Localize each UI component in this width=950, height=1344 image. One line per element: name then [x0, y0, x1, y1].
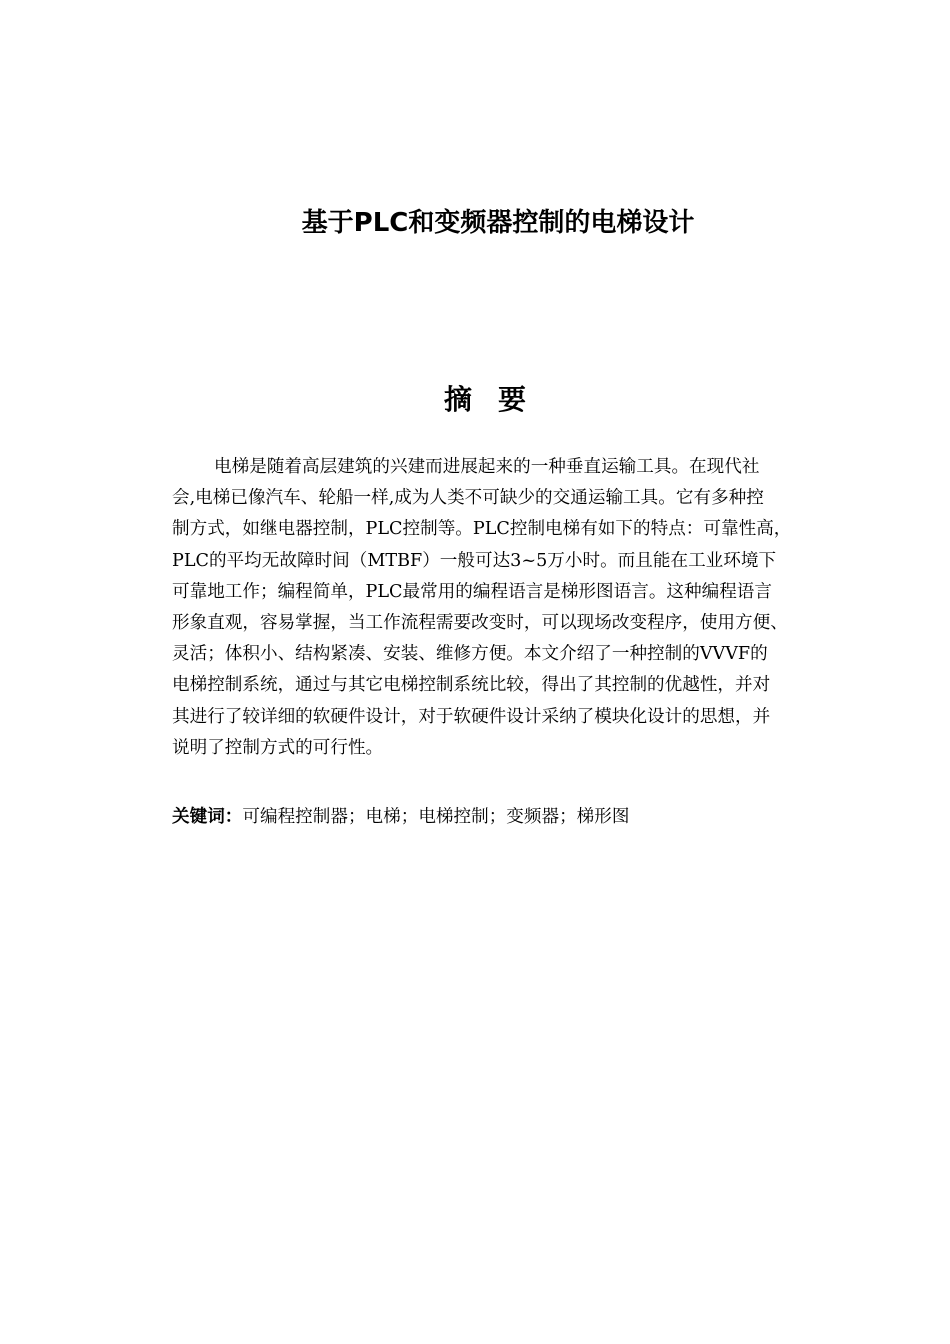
- abstract-line: 电梯是随着高层建筑的兴建而进展起来的一种垂直运输工具。在现代社: [214, 457, 760, 477]
- abstract-line: 会,电梯已像汽车、轮船一样,成为人类不可缺少的交通运输工具。它有多种控: [172, 488, 764, 509]
- abstract-line: PLC的平均无故障时间（MTBF）一般可达3~5万小时。而且能在工业环境下: [172, 550, 777, 571]
- abstract-line: 制方式，如继电器控制，PLC控制等。PLC控制电梯有如下的特点：可靠性高，: [172, 519, 792, 540]
- abstract-line: 灵活；体积小、结构紧凑、安装、维修方便。本文介绍了一种控制的VVVF的: [172, 644, 768, 665]
- abstract-line: 可靠地工作；编程简单，PLC最常用的编程语言是梯形图语言。这种编程语言: [172, 581, 772, 602]
- abstract-heading: 摘要: [443, 383, 552, 416]
- abstract-body: [172, 452, 832, 764]
- document-title: 基于PLC和变频器控制的电梯设计: [301, 208, 695, 238]
- abstract-line: 形象直观，容易掌握，当工作流程需要改变时，可以现场改变程序，使用方便、: [172, 612, 788, 633]
- keywords-label: 关键词：: [172, 807, 243, 827]
- abstract-line: 其进行了较详细的软硬件设计，对于软硬件设计采纳了模块化设计的思想，并: [172, 706, 771, 727]
- abstract-line: 电梯控制系统，通过与其它电梯控制系统比较，得出了其控制的优越性，并对: [172, 675, 771, 696]
- keywords-line: [172, 802, 832, 833]
- abstract-line: 说明了控制方式的可行性。: [172, 737, 384, 758]
- keywords-text: 可编程控制器；电梯；电梯控制；变频器；梯形图: [242, 807, 630, 827]
